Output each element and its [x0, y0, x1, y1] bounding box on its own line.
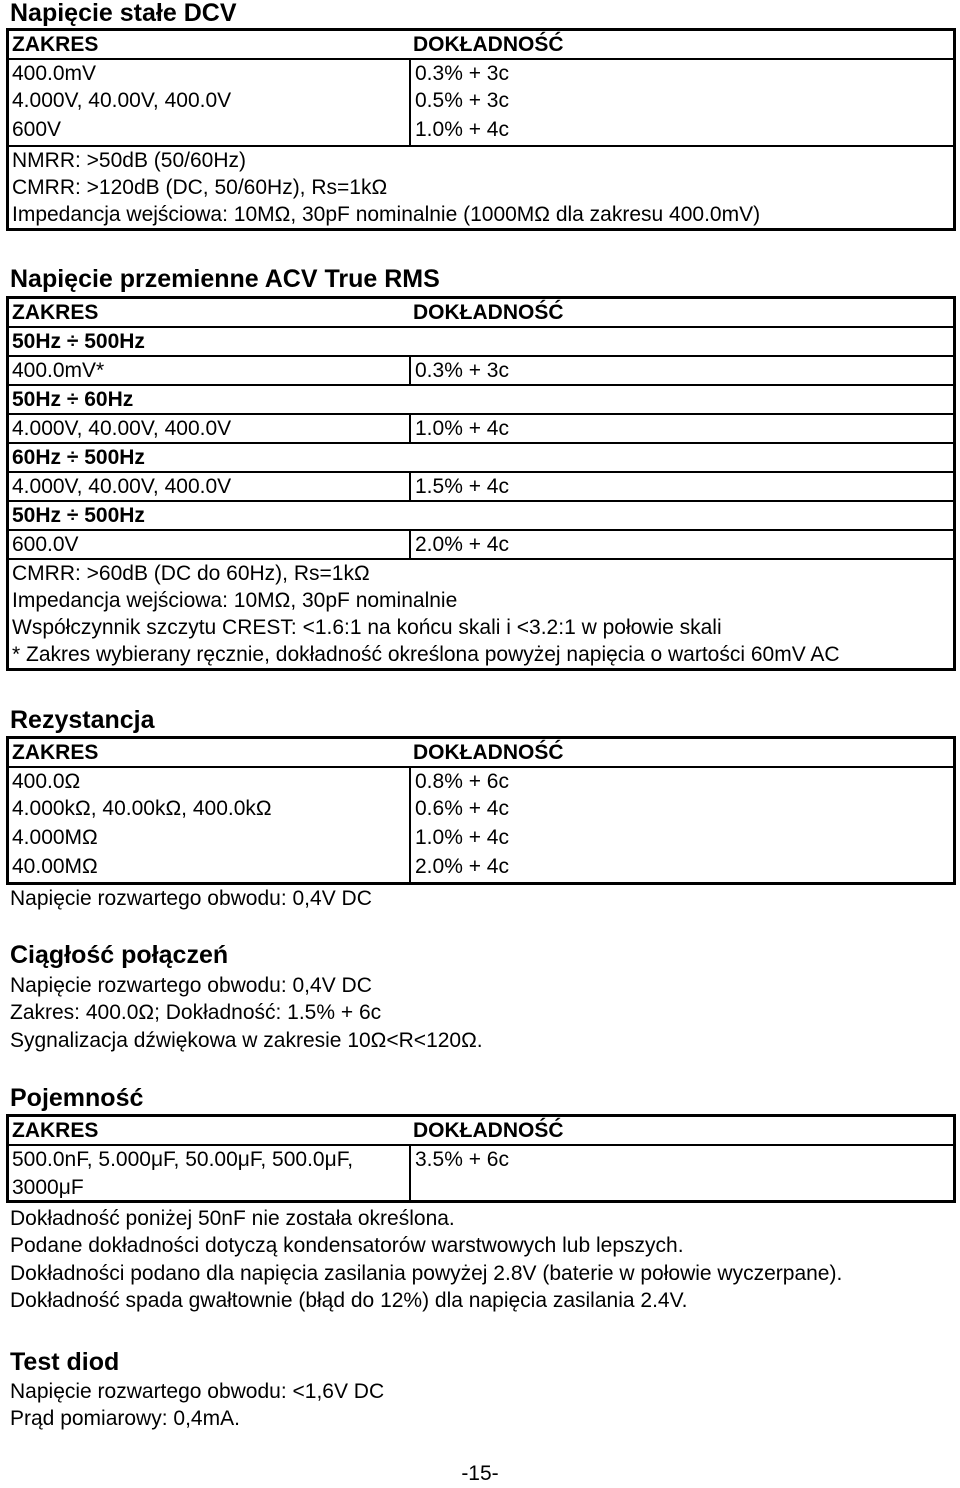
range-cell: 600V: [12, 118, 62, 141]
table-row: [9, 471, 953, 500]
range-cell: [9, 1146, 409, 1200]
range-cell: 4.000V, 40.00V, 400.0V: [12, 89, 232, 112]
col-range-header: ZAKRES: [12, 301, 99, 324]
range-cell: 400.0Ω: [12, 770, 81, 793]
band-row: [9, 500, 953, 529]
table-row: [9, 58, 953, 87]
accuracy-cell: 0.6% + 4c: [409, 795, 953, 824]
resistance-title: Rezystancja: [10, 706, 155, 734]
range-cell: 400.0mV*: [12, 359, 105, 382]
table-row: [9, 766, 953, 795]
range-cell: 400.0mV: [12, 62, 97, 85]
table-header: [9, 31, 953, 58]
continuity-line: Sygnalizacja dźwiękowa w zakresie 10Ω<R<120Ω.: [10, 1029, 483, 1052]
col-accuracy-header: DOKŁADNOŚĆ: [413, 33, 564, 56]
note-line: * Zakres wybierany ręcznie, dokładność określona powyżej napięcia o wartości 60mV AC: [12, 643, 840, 666]
col-accuracy-header: DOKŁADNOŚĆ: [413, 301, 564, 324]
continuity-title: Ciągłość połączeń: [10, 941, 229, 969]
accuracy-cell: 2.0% + 4c: [409, 853, 953, 882]
band-label: 50Hz ÷ 500Hz: [12, 504, 145, 527]
range-line: 500.0nF, 5.000μF, 50.00μF, 500.0μF,: [12, 1148, 354, 1171]
dcv-notes: [9, 145, 953, 228]
table-row: [9, 529, 953, 558]
table-row: [9, 853, 953, 882]
table-header: [9, 739, 953, 766]
capacitance-note: Dokładność spada gwałtownie (błąd do 12%) dla napięcia zasilania 2.4V.: [10, 1289, 688, 1312]
table-header: [9, 1117, 953, 1144]
table-row: [9, 355, 953, 384]
band-row: [9, 384, 953, 413]
accuracy-cell: 0.3% + 3c: [409, 357, 953, 384]
band-label: 60Hz ÷ 500Hz: [12, 446, 145, 469]
accuracy-cell: 1.0% + 4c: [409, 415, 953, 442]
band-label: 50Hz ÷ 60Hz: [12, 388, 134, 411]
band-row: [9, 326, 953, 355]
band-row: [9, 442, 953, 471]
accuracy-cell: 0.3% + 3c: [409, 60, 953, 87]
acv-table: [6, 296, 956, 671]
accuracy-cell: 1.5% + 4c: [409, 473, 953, 500]
band-label: 50Hz ÷ 500Hz: [12, 330, 145, 353]
continuity-line: Napięcie rozwartego obwodu: 0,4V DC: [10, 974, 372, 997]
acv-title: Napięcie przemienne ACV True RMS: [10, 265, 440, 293]
range-cell: 4.000MΩ: [12, 826, 98, 849]
accuracy-cell: 0.8% + 6c: [409, 768, 953, 795]
table-row: [9, 1144, 953, 1200]
resistance-table: [6, 736, 956, 885]
resistance-note: Napięcie rozwartego obwodu: 0,4V DC: [10, 887, 372, 910]
note-line: NMRR: >50dB (50/60Hz): [12, 149, 247, 172]
accuracy-cell: 3.5% + 6c: [409, 1146, 953, 1200]
acv-notes: [9, 558, 953, 668]
table-row: [9, 87, 953, 116]
diode-line: Prąd pomiarowy: 0,4mA.: [10, 1407, 240, 1430]
note-line: CMRR: >120dB (DC, 50/60Hz), Rs=1kΩ: [12, 176, 388, 199]
range-line: 3000μF: [12, 1176, 84, 1199]
col-range-header: ZAKRES: [12, 1119, 99, 1142]
note-line: Impedancja wejściowa: 10MΩ, 30pF nominalnie: [12, 589, 458, 612]
table-header: [9, 299, 953, 326]
col-range-header: ZAKRES: [12, 741, 99, 764]
range-cell: 600.0V: [12, 533, 79, 556]
range-cell: 4.000kΩ, 40.00kΩ, 400.0kΩ: [12, 797, 272, 820]
dcv-table: [6, 28, 956, 231]
table-row: [9, 116, 953, 145]
table-row: [9, 413, 953, 442]
note-line: Impedancja wejściowa: 10MΩ, 30pF nominalnie (1000MΩ dla zakresu 400.0mV): [12, 203, 761, 226]
range-cell: 40.00MΩ: [12, 855, 98, 878]
accuracy-cell: 1.0% + 4c: [409, 824, 953, 853]
continuity-line: Zakres: 400.0Ω; Dokładność: 1.5% + 6c: [10, 1001, 382, 1024]
capacitance-note: Dokładność poniżej 50nF nie została określona.: [10, 1207, 455, 1230]
note-line: Współczynnik szczytu CREST: <1.6:1 na końcu skali i <3.2:1 w połowie skali: [12, 616, 722, 639]
capacitance-title: Pojemność: [10, 1084, 144, 1112]
diode-title: Test diod: [10, 1348, 120, 1376]
accuracy-cell: 0.5% + 3c: [409, 87, 953, 116]
capacitance-note: Podane dokładności dotyczą kondensatorów warstwowych lub lepszych.: [10, 1234, 684, 1257]
page-number: -15-: [461, 1462, 499, 1485]
table-row: [9, 824, 953, 853]
range-cell: 4.000V, 40.00V, 400.0V: [12, 417, 232, 440]
range-cell: 4.000V, 40.00V, 400.0V: [12, 475, 232, 498]
col-accuracy-header: DOKŁADNOŚĆ: [413, 741, 564, 764]
diode-line: Napięcie rozwartego obwodu: <1,6V DC: [10, 1380, 385, 1403]
col-range-header: ZAKRES: [12, 33, 99, 56]
note-line: CMRR: >60dB (DC do 60Hz), Rs=1kΩ: [12, 562, 370, 585]
dcv-title: Napięcie stałe DCV: [10, 0, 237, 27]
accuracy-cell: 1.0% + 4c: [409, 116, 953, 145]
capacitance-table: [6, 1114, 956, 1203]
accuracy-cell: 2.0% + 4c: [409, 531, 953, 558]
capacitance-note: Dokładności podano dla napięcia zasilania powyżej 2.8V (baterie w połowie wyczerpane).: [10, 1262, 843, 1285]
col-accuracy-header: DOKŁADNOŚĆ: [413, 1119, 564, 1142]
table-row: [9, 795, 953, 824]
